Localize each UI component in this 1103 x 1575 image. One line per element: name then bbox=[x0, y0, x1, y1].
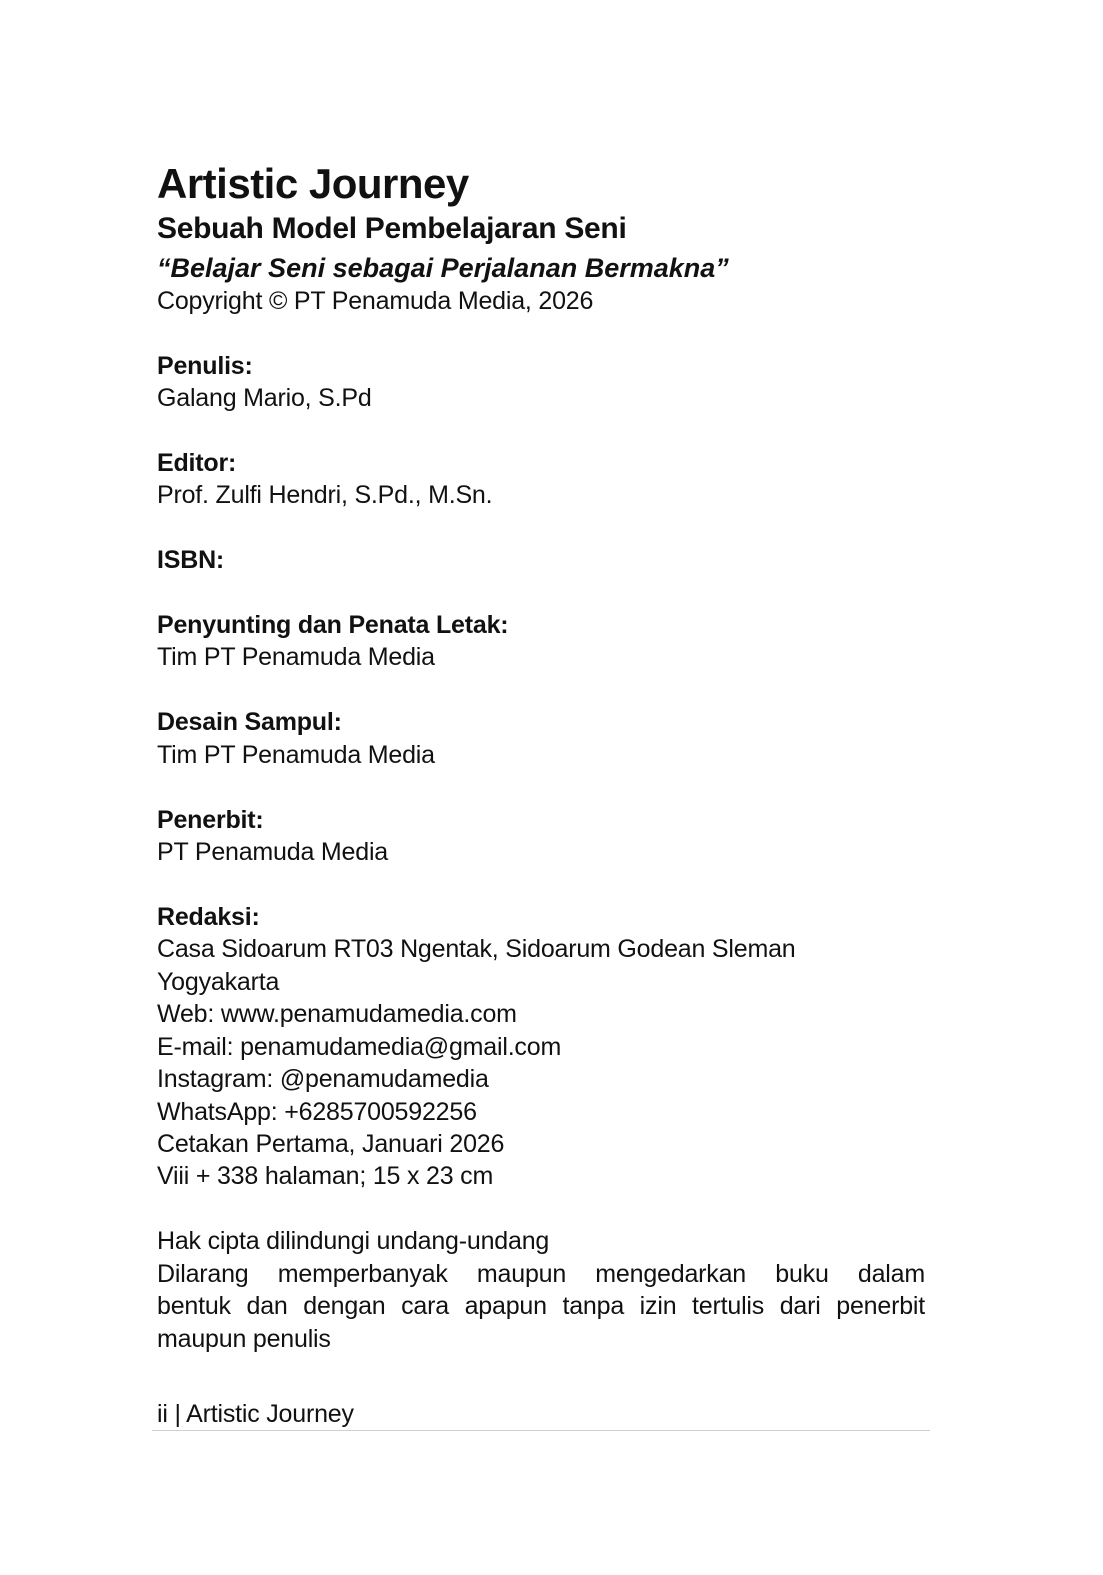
book-subtitle: Sebuah Model Pembelajaran Seni bbox=[157, 212, 627, 245]
redaksi-web: Web: www.penamudamedia.com bbox=[157, 1000, 517, 1028]
editor-label: Editor: bbox=[157, 449, 237, 477]
redaksi-label: Redaksi: bbox=[157, 903, 260, 931]
penerbit-label: Penerbit: bbox=[157, 806, 264, 834]
rights-heading: Hak cipta dilindungi undang-undang bbox=[157, 1227, 550, 1255]
rights-line-1: Dilarang memperbanyak maupun mengedarkan buku dalam bbox=[157, 1260, 925, 1288]
redaksi-edition: Cetakan Pertama, Januari 2026 bbox=[157, 1130, 505, 1158]
redaksi-instagram: Instagram: @penamudamedia bbox=[157, 1065, 489, 1093]
desain-value: Tim PT Penamuda Media bbox=[157, 741, 435, 769]
desain-label: Desain Sampul: bbox=[157, 708, 342, 736]
book-title: Artistic Journey bbox=[157, 160, 469, 207]
editor-value: Prof. Zulfi Hendri, S.Pd., M.Sn. bbox=[157, 481, 493, 509]
footer-divider bbox=[152, 1430, 930, 1431]
redaksi-whatsapp: WhatsApp: +6285700592256 bbox=[157, 1098, 477, 1126]
redaksi-address: Casa Sidoarum RT03 Ngentak, Sidoarum Godean Sleman bbox=[157, 935, 796, 963]
penyunting-value: Tim PT Penamuda Media bbox=[157, 643, 435, 671]
copyright-line: Copyright © PT Penamuda Media, 2026 bbox=[157, 287, 594, 315]
penulis-label: Penulis: bbox=[157, 352, 253, 380]
redaksi-pages: Viii + 338 halaman; 15 x 23 cm bbox=[157, 1162, 494, 1190]
penulis-value: Galang Mario, S.Pd bbox=[157, 384, 372, 412]
penyunting-label: Penyunting dan Penata Letak: bbox=[157, 611, 509, 639]
book-tagline: “Belajar Seni sebagai Perjalanan Bermakna” bbox=[157, 253, 729, 283]
penerbit-value: PT Penamuda Media bbox=[157, 838, 388, 866]
redaksi-city: Yogyakarta bbox=[157, 968, 280, 996]
rights-line-3: maupun penulis bbox=[157, 1325, 331, 1353]
rights-line-2: bentuk dan dengan cara apapun tanpa izin tertulis dari penerbit bbox=[157, 1292, 925, 1320]
page-footer: ii | Artistic Journey bbox=[157, 1400, 354, 1428]
redaksi-email: E-mail: penamudamedia@gmail.com bbox=[157, 1033, 562, 1061]
isbn-label: ISBN: bbox=[157, 546, 225, 574]
